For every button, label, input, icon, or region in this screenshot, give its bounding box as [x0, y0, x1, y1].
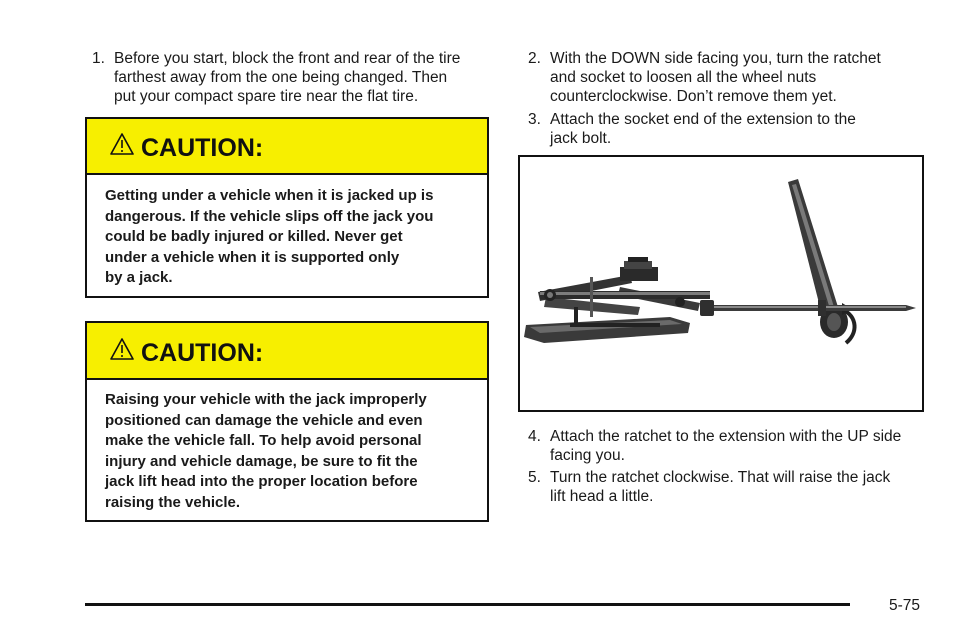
caution-title: CAUTION:: [141, 134, 264, 162]
step-text: [550, 427, 901, 465]
step-number: 1.: [92, 50, 105, 67]
step-line: Turn the ratchet clockwise. That will raise the jack: [550, 469, 891, 486]
caution-line: positioned can damage the vehicle and even: [105, 411, 423, 429]
caution-title: CAUTION:: [141, 339, 264, 367]
step-line: and socket to loosen all the wheel nuts: [550, 69, 817, 86]
caution-line: jack lift head into the proper location before: [105, 473, 418, 490]
caution-box: [85, 321, 489, 522]
caution-text: [105, 390, 469, 513]
step-text: [114, 49, 460, 106]
warning-triangle-icon: [109, 337, 135, 361]
caution-box: [85, 117, 489, 298]
caution-line: by a jack.: [105, 269, 173, 286]
jack-illustration-frame: [518, 155, 924, 412]
step-line: counterclockwise. Don’t remove them yet.: [550, 88, 837, 105]
caution-text: [105, 186, 469, 289]
step-text: [550, 110, 856, 148]
step-number: 5.: [528, 469, 541, 486]
step-4: [528, 427, 938, 467]
step-line: Attach the ratchet to the extension with the UP side: [550, 428, 902, 445]
step-line: put your compact spare tire near the flat tire.: [114, 88, 419, 105]
jack-with-extension-illustration: [520, 157, 922, 410]
step-text: [550, 49, 881, 106]
step-line: facing you.: [550, 447, 625, 464]
caution-line: could be badly injured or killed. Never get: [105, 228, 403, 245]
step-3: [528, 110, 938, 150]
step-line: With the DOWN side facing you, turn the ratchet: [550, 50, 881, 67]
page-number: 5-75: [889, 597, 921, 614]
warning-triangle-icon: [109, 132, 135, 156]
caution-line: dangerous. If the vehicle slips off the jack you: [105, 207, 434, 225]
caution-line: injury and vehicle damage, be sure to fit the: [105, 452, 418, 470]
step-line: Attach the socket end of the extension to the: [550, 111, 856, 128]
step-5: [528, 468, 938, 508]
caution-line: make the vehicle fall. To help avoid personal: [105, 432, 422, 449]
caution-line: Raising your vehicle with the jack improperly: [105, 391, 427, 408]
caution-line: under a vehicle when it is supported only: [105, 248, 400, 266]
caution-line: Getting under a vehicle when it is jacked up is: [105, 187, 434, 204]
step-text: [550, 468, 890, 506]
step-line: jack bolt.: [550, 130, 612, 147]
step-number: 4.: [528, 428, 541, 445]
step-line: lift head a little.: [550, 488, 654, 505]
step-number: 2.: [528, 50, 541, 67]
caution-line: raising the vehicle.: [105, 493, 241, 511]
footer-rule: [85, 603, 850, 606]
step-line: Before you start, block the front and rear of the tire: [114, 50, 461, 67]
step-1: [92, 49, 492, 109]
caution-header: [87, 323, 487, 380]
step-2: [528, 49, 938, 109]
caution-header: [87, 119, 487, 175]
step-line: farthest away from the one being changed. Then: [114, 69, 448, 86]
step-number: 3.: [528, 111, 541, 128]
